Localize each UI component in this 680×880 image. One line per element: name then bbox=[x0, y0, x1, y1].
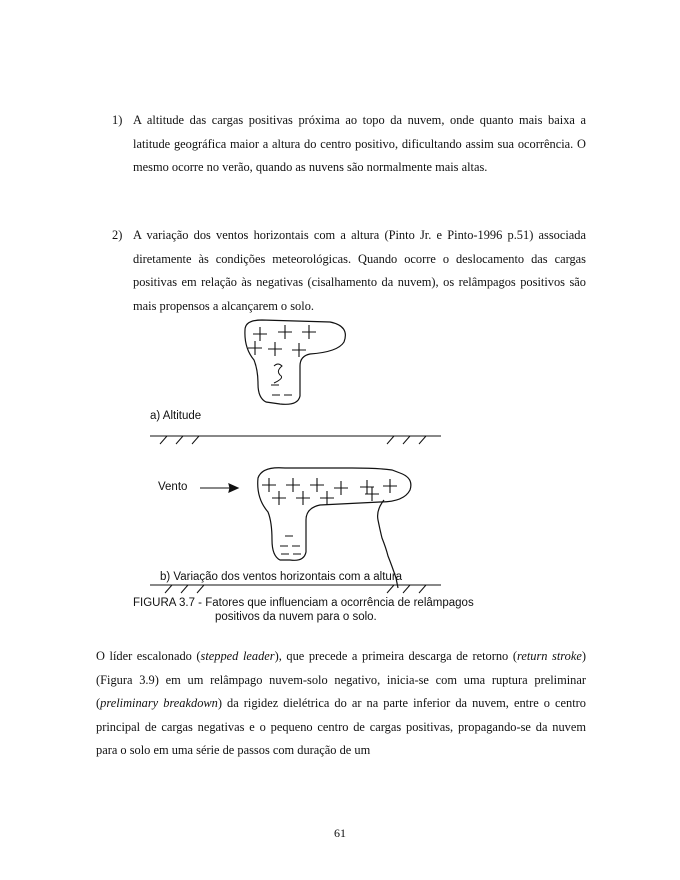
para-text-1: O líder escalonado ( bbox=[96, 649, 201, 663]
para-text-4: ) da rigidez dielétrica do ar na parte inferior da nuvem, entre o centro principal de cargas negativas e o pequeno centro de cargas positivas, propagando-se da nuvem para o solo em uma série de passos com duração de um bbox=[96, 696, 586, 758]
figure-label-b: b) Variação dos ventos horizontais com a altura bbox=[160, 571, 403, 583]
positive-charges-a bbox=[248, 325, 316, 357]
negative-charges-b bbox=[280, 536, 301, 554]
figure-caption bbox=[133, 596, 474, 624]
list-item-2 bbox=[112, 224, 586, 318]
list-number: 2) bbox=[112, 228, 123, 242]
wind-arrow bbox=[200, 484, 238, 492]
list-number: 1) bbox=[112, 113, 123, 127]
caption-line-1: FIGURA 3.7 - Fatores que influenciam a ocorrência de relâmpagos bbox=[133, 597, 474, 609]
positive-charges-b bbox=[262, 478, 397, 505]
body-paragraph bbox=[96, 645, 586, 763]
list-item-1 bbox=[112, 109, 586, 180]
para-italic-1: stepped leader bbox=[200, 649, 275, 663]
cloud-a-outline bbox=[245, 320, 345, 404]
ground-hatch-a bbox=[160, 436, 426, 444]
ground-hatch-b bbox=[165, 585, 426, 593]
para-italic-2: return stroke bbox=[516, 649, 582, 663]
list-text: A variação dos ventos horizontais com a altura (Pinto Jr. e Pinto-1996 p.51) associada diretamente às condições meteorológicas. Quando ocorre o deslocamento das cargas positivas em relação às negativas (cisalhamento da nuvem), os relâmpagos positivos são mais propensos a alcançarem o solo. bbox=[133, 228, 586, 313]
list-text: A altitude das cargas positivas próxima ao topo da nuvem, onde quanto mais baixa a latitude geográfica maior a altura do centro positivo, dificultando assim sua ocorrência. O mesmo ocorre no verão, quando as nuvens são normalmente mais altas. bbox=[133, 113, 586, 174]
para-text-2: ), que precede a primeira descarga de retorno ( bbox=[274, 649, 517, 663]
cloud-b-outline bbox=[258, 468, 411, 561]
para-text-3: ) (Figura 3.9) em um relâmpago nuvem-solo negativo, inicia-se com uma ruptura preliminar ( bbox=[96, 649, 586, 711]
caption-line-2: positivos da nuvem para o solo. bbox=[215, 611, 377, 623]
para-italic-3: preliminary breakdown bbox=[100, 696, 218, 711]
figure-label-a: a) Altitude bbox=[150, 410, 202, 422]
page-number: 61 bbox=[334, 826, 346, 840]
figure-label-wind: Vento bbox=[158, 481, 188, 493]
negative-charges-a bbox=[271, 364, 292, 395]
